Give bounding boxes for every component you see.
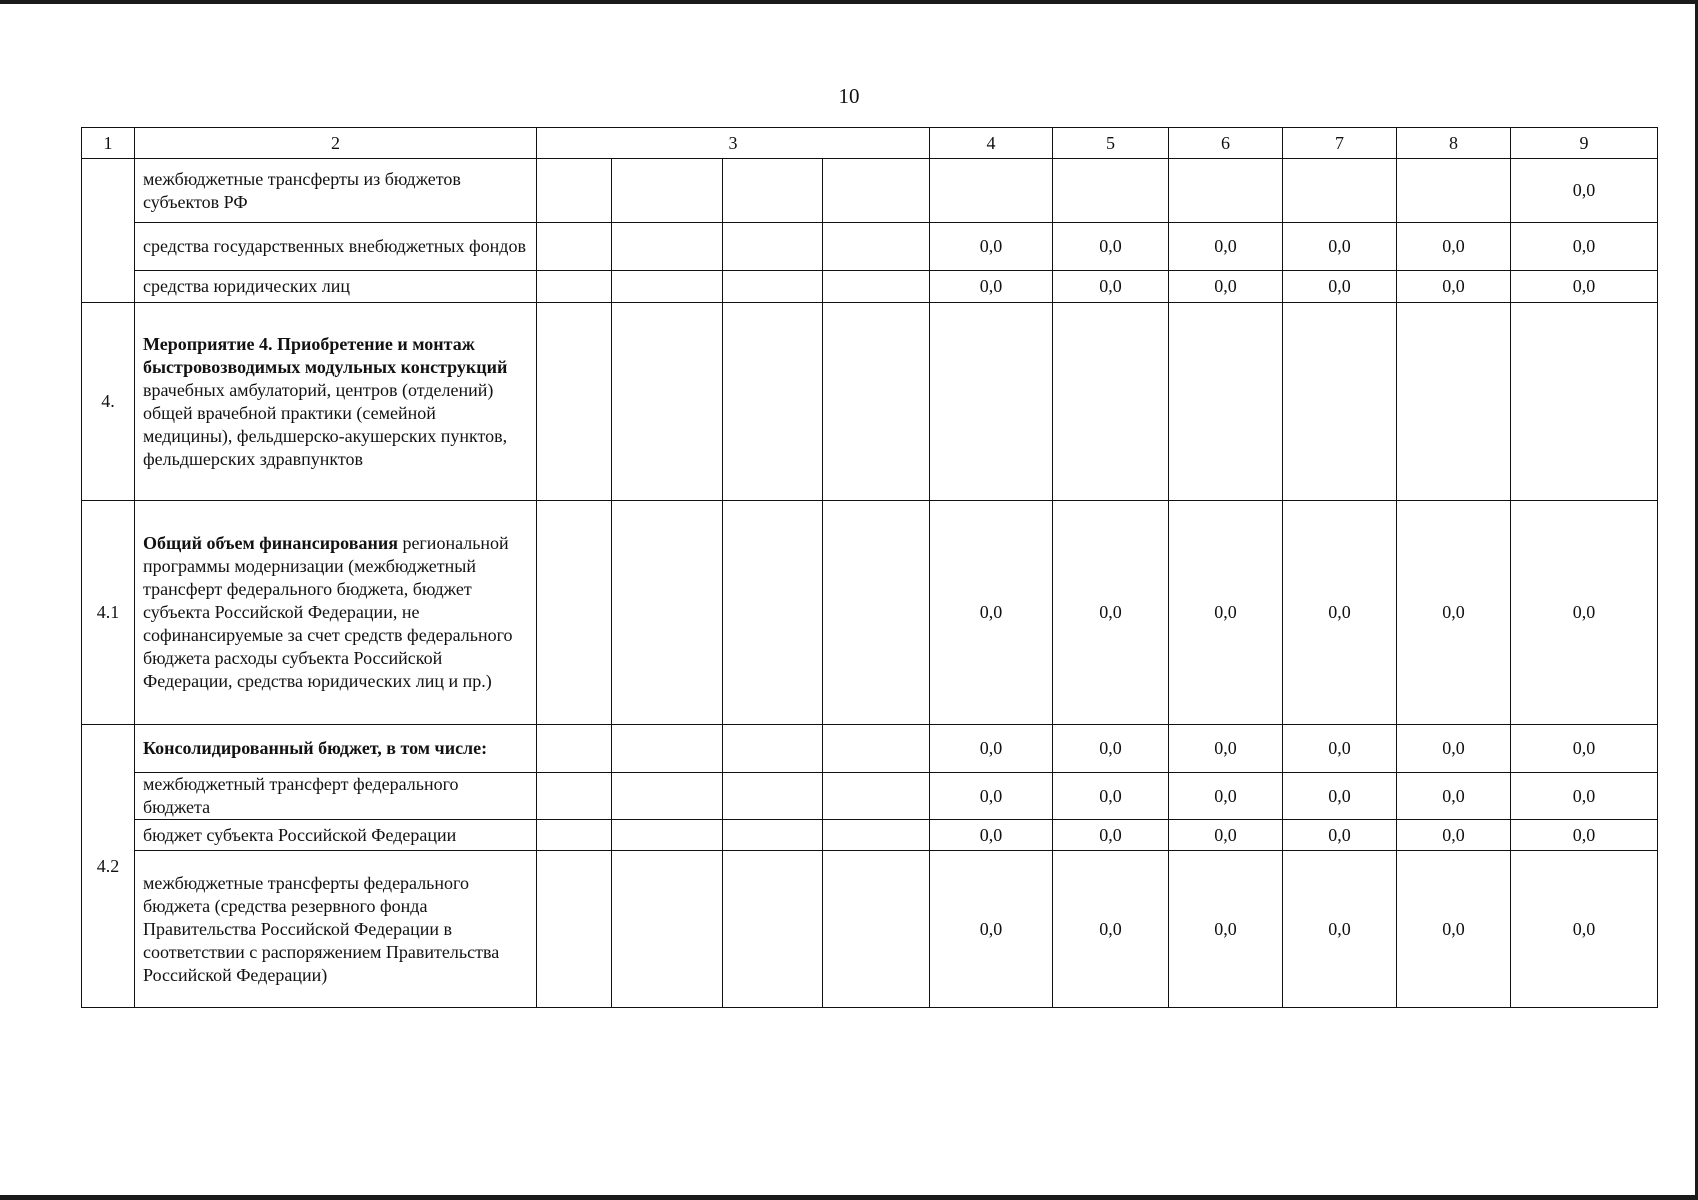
cell-value: 0,0 [1169, 773, 1283, 820]
cell-value: 0,0 [1511, 820, 1658, 851]
cell-value: 0,0 [1397, 820, 1511, 851]
cell-value [1283, 159, 1397, 223]
table-row [82, 501, 1658, 725]
cell-value: 0,0 [930, 223, 1053, 271]
cell-value: 0,0 [1053, 223, 1169, 271]
header-col-4: 4 [930, 128, 1053, 159]
page-number: 10 [838, 84, 860, 108]
cell-value [1283, 303, 1397, 501]
table-row [82, 223, 1658, 271]
scan-border-top [0, 0, 1698, 4]
cell-value: 0,0 [930, 725, 1053, 773]
cell-value: 0,0 [1511, 501, 1658, 725]
row-number-empty [82, 159, 135, 303]
row-label: межбюджетные трансферты из бюджетов субъектов РФ [135, 159, 537, 223]
cell-value: 0,0 [1397, 223, 1511, 271]
header-col-1: 1 [82, 128, 135, 159]
header-col-7: 7 [1283, 128, 1397, 159]
cell-value: 0,0 [1169, 851, 1283, 1008]
row-label [135, 725, 537, 773]
row-label-bold: Общий объем финансирования [143, 533, 398, 553]
table-row [82, 851, 1658, 1008]
cell-value: 0,0 [930, 773, 1053, 820]
header-col-5: 5 [1053, 128, 1169, 159]
header-row [82, 128, 1658, 159]
table-row [82, 271, 1658, 303]
cell-value: 0,0 [1511, 223, 1658, 271]
header-col-3: 3 [537, 128, 930, 159]
cell-value: 0,0 [1283, 271, 1397, 303]
row-label: межбюджетный трансферт федерального бюджета [135, 773, 537, 820]
row-number: 4.2 [82, 725, 135, 1008]
header-col-2: 2 [135, 128, 537, 159]
cell-value: 0,0 [1053, 501, 1169, 725]
row-number: 4. [82, 303, 135, 501]
cell-value: 0,0 [1397, 271, 1511, 303]
table-row [82, 159, 1658, 223]
cell-value: 0,0 [1397, 501, 1511, 725]
row-label: средства государственных внебюджетных фондов [135, 223, 537, 271]
row-label-bold: Консолидированный бюджет, в том числе: [143, 738, 488, 758]
cell-value: 0,0 [1053, 271, 1169, 303]
cell-value: 0,0 [1283, 223, 1397, 271]
cell-value [1169, 159, 1283, 223]
table-row [82, 820, 1658, 851]
cell-value: 0,0 [1169, 501, 1283, 725]
cell-value [930, 159, 1053, 223]
row-label-bold: Мероприятие 4. Приобретение и монтаж быстровозводимых модульных конструкций [143, 333, 508, 377]
cell-value: 0,0 [1053, 773, 1169, 820]
cell-value: 0,0 [1397, 773, 1511, 820]
cell-value [1053, 303, 1169, 501]
cell-value: 0,0 [1283, 820, 1397, 851]
cell-value: 0,0 [1169, 223, 1283, 271]
cell-value: 0,0 [1511, 725, 1658, 773]
cell-value: 0,0 [930, 271, 1053, 303]
cell-value: 0,0 [1169, 820, 1283, 851]
cell-value: 0,0 [1397, 725, 1511, 773]
row-label [135, 501, 537, 725]
header-col-8: 8 [1397, 128, 1511, 159]
cell-value: 0,0 [1511, 851, 1658, 1008]
row-label: средства юридических лиц [135, 271, 537, 303]
header-col-6: 6 [1169, 128, 1283, 159]
cell-value: 0,0 [1283, 725, 1397, 773]
cell-value: 0,0 [1511, 773, 1658, 820]
cell-value: 0,0 [1511, 271, 1658, 303]
table-row [82, 725, 1658, 773]
row-label-rest: региональной программы модернизации (межбюджетный трансферт федерального бюджета, бюджет субъекта Российской Федерации, не софинансируемые за счет средств федерального бюджета расходы субъекта Российской Федерации, средства юридических лиц и пр.) [143, 533, 513, 691]
cell-value: 0,0 [1053, 725, 1169, 773]
row-label [135, 303, 537, 501]
cell-value [1397, 303, 1511, 501]
cell-value: 0,0 [1053, 820, 1169, 851]
cell-value: 0,0 [1283, 773, 1397, 820]
table-row [82, 773, 1658, 820]
row-label: бюджет субъекта Российской Федерации [135, 820, 537, 851]
cell-value: 0,0 [1053, 851, 1169, 1008]
table-row [82, 303, 1658, 501]
cell-value: 0,0 [1397, 851, 1511, 1008]
cell-value: 0,0 [930, 851, 1053, 1008]
header-col-9: 9 [1511, 128, 1658, 159]
row-label-rest: врачебных амбулаторий, центров (отделений) общей врачебной практики (семейной медицины), фельдшерско-акушерских пунктов, фельдшерских здравпунктов [143, 379, 508, 469]
cell-value: 0,0 [1169, 271, 1283, 303]
cell-value [1053, 159, 1169, 223]
row-number: 4.1 [82, 501, 135, 725]
cell-value [1169, 303, 1283, 501]
cell-value: 0,0 [1283, 501, 1397, 725]
financing-table [81, 127, 1658, 1008]
cell-value: 0,0 [1511, 159, 1658, 223]
cell-value: 0,0 [930, 501, 1053, 725]
row-label: межбюджетные трансферты федерального бюджета (средства резервного фонда Правительства Российской Федерации в соответствии с распоряжением Правительства Российской Федерации) [135, 851, 537, 1008]
cell-value [1397, 159, 1511, 223]
cell-value: 0,0 [930, 820, 1053, 851]
cell-value [930, 303, 1053, 501]
cell-value: 0,0 [1283, 851, 1397, 1008]
scan-border-bottom [0, 1195, 1698, 1200]
cell-value: 0,0 [1169, 725, 1283, 773]
cell-value [1511, 303, 1658, 501]
